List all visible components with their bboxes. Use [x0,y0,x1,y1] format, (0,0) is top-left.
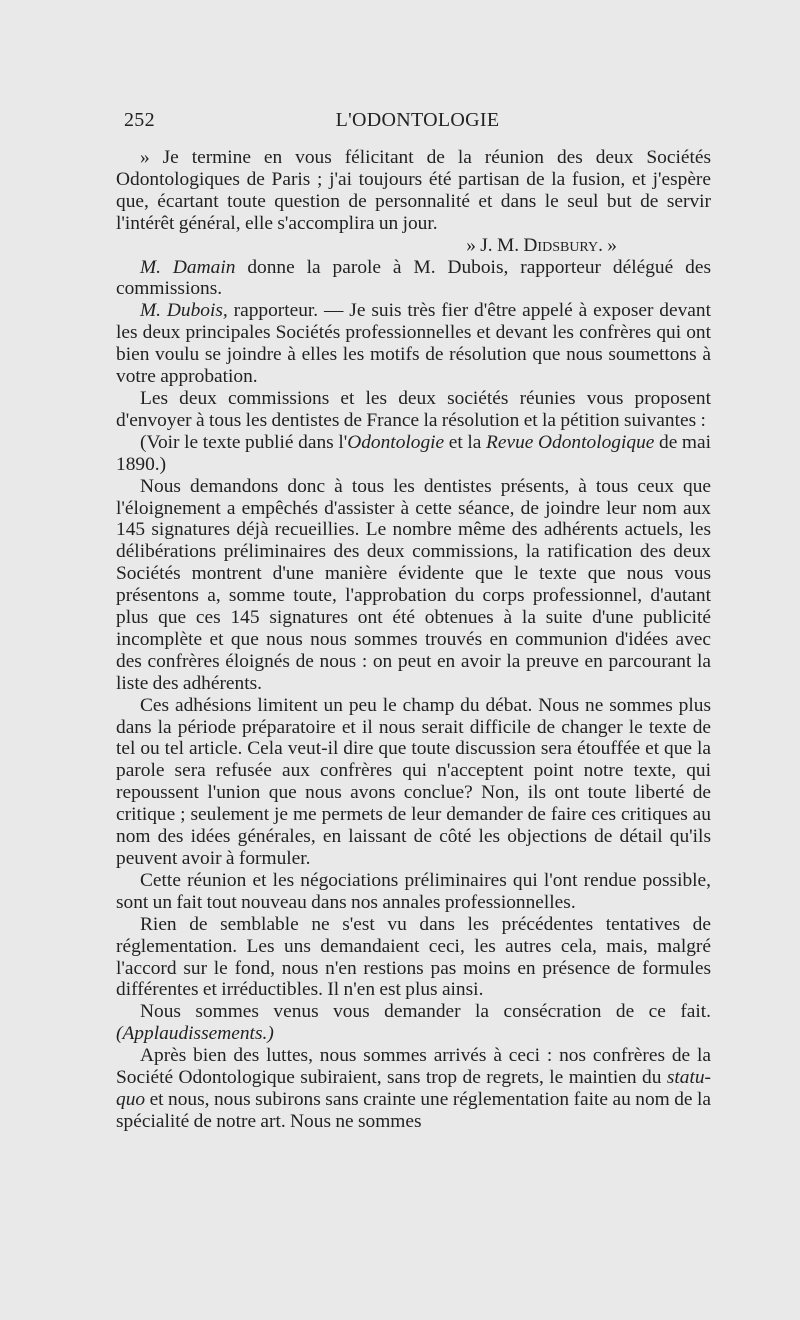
paragraph-closing-letter: » Je termine en vous félicitant de la réunion des deux Sociétés Odontologiques de Paris ; j'ai toujours été partisan de la fusion, et j'espère que, écartant toute question de personnalité et dans le seul but de servir l'intérêt général, elle s'accomplira un jour. [116,147,711,234]
running-title: L'ODONTOLOGIE [335,109,500,131]
reference-part-c: et la [444,431,487,453]
signature-suffix: . » [598,234,617,256]
page-number: 252 [124,109,155,131]
consecration-text: Nous sommes venus vous demander la consécration de ce fait. [140,1001,711,1023]
paragraph-commissions: Les deux commissions et les deux sociétés réunies vous proposent d'envoyer à tous les dentistes de France la résolution et la pétition suivantes : [116,387,711,431]
paragraph-luttes [116,1045,711,1133]
paragraph-dubois [116,300,711,388]
statu-quo-term: statu-quo [116,1067,711,1110]
paragraph-reglementation: Rien de semblable ne s'est vu dans les précédentes tentatives de réglementation. Les uns demandaient ceci, les autres cela, mais, malgré l'accord sur le fond, nous n'en restions pas moins en présence de formules différentes et irréductibles. Il n'en est plus ainsi. [116,913,711,1001]
signature-prefix: » J. M. [466,234,524,256]
paragraph-consecration [116,1001,711,1045]
reference-odontologie: Odontologie [347,431,445,453]
paragraph-adhesions: Ces adhésions limitent un peu le champ du débat. Nous ne sommes plus dans la période préparatoire et il nous serait difficile de changer le texte de tel ou tel article. Cela veut-il dire que toute discussion sera étouffée et que la parole sera refusée aux confrères qui n'acceptent point notre texte, qui repoussent l'union que nous avons conclue? Non, ils ont toute liberté de critique ; seulement je me permets de leur demander de faire ces critiques au nom des idées générales, en laissant de côté les objections de détail qu'ils peuvent avoir à formuler. [116,694,711,869]
reference-part-a: (Voir le texte publié dans l' [140,431,348,453]
paragraph-damain [116,257,711,301]
reference-part-e: de mai 1890.) [116,431,712,475]
luttes-part-a: Après bien des luttes, nous sommes arrivés à ceci : nos confrères de la Société Odontologique subiraient, sans trop de regrets, le maintien du [116,1045,711,1089]
signature-name: Didsbury [523,234,599,256]
body-text [116,147,711,1133]
speaker-damain: M. Damain [140,256,236,278]
paragraph-dubois-text: rapporteur. — Je suis très fier d'être appelé à exposer devant les deux principales Sociétés professionnelles et devant les confrères qui ont bien voulu se joindre à elles les motifs de résolution que nous soumettons à votre approbation. [116,300,711,388]
applause-note: (Applaudissements.) [116,1023,274,1045]
paragraph-reunion: Cette réunion et les négociations préliminaires qui l'ont rendue possible, sont un fait tout nouveau dans nos annales professionnelles. [116,869,711,913]
reference-revue: Revue Odontologique [486,431,655,453]
paragraph-reference [116,432,711,476]
signature-line [116,235,711,257]
page-header [124,109,711,141]
luttes-part-c: et nous, nous subirons sans crainte une réglementation faite au nom de la spécialité de notre art. Nous ne sommes [116,1088,711,1132]
paragraph-damain-text: donne la parole à M. Dubois, rapporteur délégué des commissions. [116,256,711,300]
speaker-dubois: M. Dubois, [140,300,228,322]
paragraph-signatures: Nous demandons donc à tous les dentistes présents, à tous ceux que l'éloignement a empêchés d'assister à cette séance, de joindre leur nom aux 145 signatures déjà recueillies. Le nombre même des adhérents actuels, les délibérations préliminaires des deux commissions, la ratification des deux Sociétés montrent d'une manière évidente que le texte que nous vous présentons a, somme toute, l'approbation du corps professionnel, d'autant plus que ces 145 signatures ont été obtenues à la suite d'une publicité incomplète et que nous nous sommes trouvés en communion d'idées avec des confrères éloignés de nous : on peut en avoir la preuve en parcourant la liste des adhérents. [116,475,711,694]
